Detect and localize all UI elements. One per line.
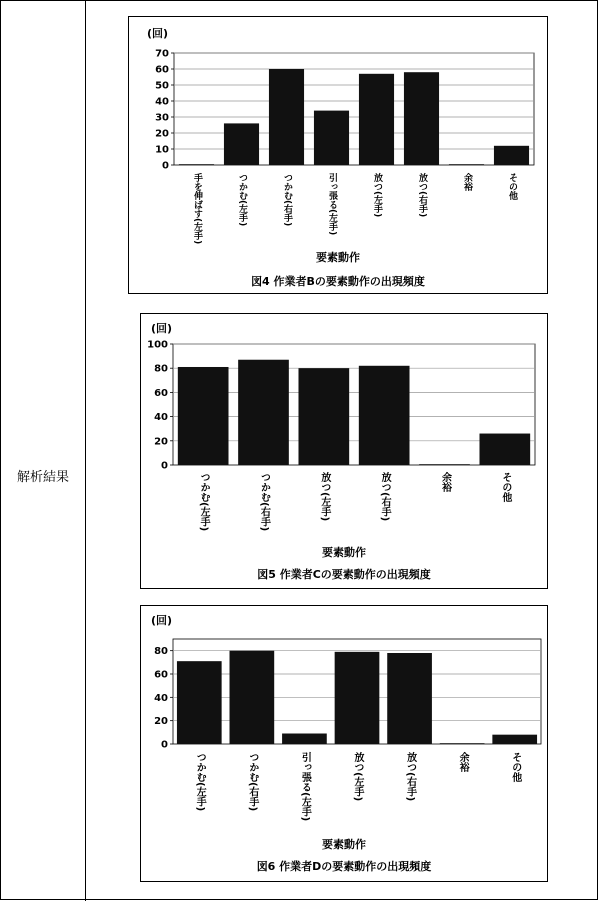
y-tick-label: 40 bbox=[155, 96, 169, 108]
column-divider bbox=[85, 1, 86, 901]
x-tick-label: つかむ(右手) bbox=[282, 173, 292, 227]
y-tick-label: 0 bbox=[161, 739, 168, 751]
bar bbox=[178, 367, 229, 465]
x-tick-label: 余裕 bbox=[439, 472, 451, 492]
x-tick-label: 放つ(右手) bbox=[379, 472, 391, 522]
bar bbox=[419, 464, 470, 465]
chart-5-unit-label: (回) bbox=[151, 322, 173, 335]
bar bbox=[269, 69, 304, 165]
chart-5-x-axis-label: 要素動作 bbox=[322, 546, 366, 559]
bar bbox=[224, 123, 259, 165]
y-tick-label: 0 bbox=[162, 160, 169, 172]
bar bbox=[404, 72, 439, 165]
bar bbox=[314, 111, 349, 165]
bar bbox=[282, 734, 327, 745]
x-tick-label: その他 bbox=[499, 472, 511, 502]
x-tick-label: つかむ(右手) bbox=[246, 752, 258, 812]
row-label: 解析結果 bbox=[16, 470, 69, 485]
bar bbox=[230, 651, 275, 744]
x-tick-label: 余裕 bbox=[457, 752, 469, 772]
y-tick-label: 80 bbox=[154, 363, 168, 375]
bar bbox=[335, 652, 380, 744]
bar bbox=[387, 653, 432, 744]
bar bbox=[440, 743, 485, 744]
x-tick-label: 放つ(左手) bbox=[318, 472, 330, 522]
x-tick-label: つかむ(左手) bbox=[194, 752, 206, 812]
chart-6-unit-label: (回) bbox=[151, 614, 173, 627]
x-tick-label: つかむ(左手) bbox=[198, 472, 210, 532]
x-tick-label: 放つ(左手) bbox=[372, 173, 382, 218]
bar bbox=[494, 146, 529, 165]
x-tick-label: その他 bbox=[507, 173, 517, 200]
figure-6 bbox=[140, 605, 548, 882]
bar bbox=[492, 735, 537, 744]
y-tick-label: 40 bbox=[154, 412, 168, 424]
bar bbox=[359, 74, 394, 165]
bar bbox=[479, 434, 530, 465]
y-tick-label: 0 bbox=[161, 460, 168, 472]
y-tick-label: 10 bbox=[155, 144, 169, 156]
y-tick-label: 40 bbox=[154, 692, 168, 704]
y-tick-label: 70 bbox=[155, 48, 169, 60]
y-tick-label: 20 bbox=[154, 716, 168, 728]
x-tick-label: つかむ(左手) bbox=[237, 173, 247, 227]
y-tick-label: 30 bbox=[155, 112, 169, 124]
figure-5 bbox=[140, 313, 548, 589]
x-tick-label: 手を伸ばす(左手) bbox=[192, 173, 202, 245]
y-tick-label: 60 bbox=[154, 669, 168, 681]
bar bbox=[449, 164, 484, 165]
bar bbox=[179, 164, 214, 165]
chart-4-unit-label: (回) bbox=[147, 27, 169, 40]
x-tick-label: 放つ(右手) bbox=[404, 752, 416, 802]
y-tick-label: 100 bbox=[147, 339, 168, 351]
y-tick-label: 80 bbox=[154, 646, 168, 658]
bar bbox=[238, 360, 289, 465]
chart-6-caption: 図6 作業者Dの要素動作の出現頻度 bbox=[256, 860, 432, 873]
y-tick-label: 60 bbox=[154, 387, 168, 399]
x-tick-label: 放つ(左手) bbox=[352, 752, 363, 802]
figure-4 bbox=[128, 16, 548, 294]
x-tick-label: 放つ(右手) bbox=[417, 173, 427, 218]
bar bbox=[177, 661, 222, 744]
chart-5-caption: 図5 作業者Cの要素動作の出現頻度 bbox=[257, 568, 431, 581]
x-tick-label: つかむ(右手) bbox=[258, 472, 270, 532]
x-tick-label: 引っ張る(左手) bbox=[327, 173, 337, 236]
y-tick-label: 20 bbox=[154, 436, 168, 448]
chart-4-caption: 図4 作業者Bの要素動作の出現頻度 bbox=[251, 275, 425, 288]
chart-4-x-axis-label: 要素動作 bbox=[316, 251, 360, 264]
bar bbox=[298, 368, 349, 465]
bar bbox=[359, 366, 410, 465]
x-tick-label: 引っ張る(左手) bbox=[299, 752, 311, 822]
chart-6-x-axis-label: 要素動作 bbox=[322, 838, 366, 851]
x-tick-label: 余裕 bbox=[462, 173, 472, 191]
x-tick-label: その他 bbox=[509, 752, 521, 782]
y-tick-label: 20 bbox=[155, 128, 169, 140]
y-tick-label: 60 bbox=[155, 64, 169, 76]
y-tick-label: 50 bbox=[155, 80, 169, 92]
